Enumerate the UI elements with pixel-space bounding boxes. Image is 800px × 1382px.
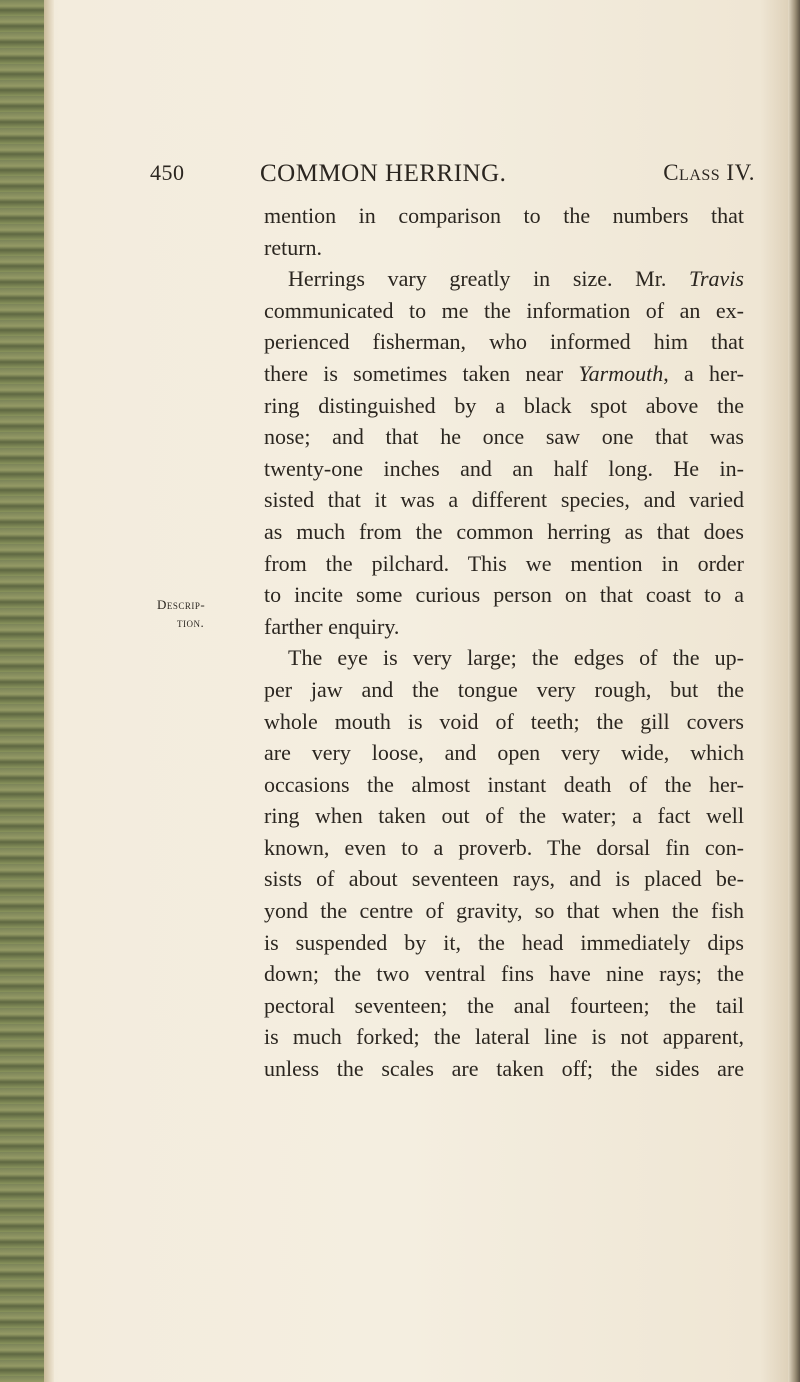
text-line: The eye is very large; the edges of the up- [288,645,744,671]
text-line: per jaw and the tongue very rough, but the [264,676,744,702]
text-line: yond the centre of gravity, so that when the fish [264,898,744,924]
text-line: there is sometimes taken near Yarmouth, a her- [264,360,744,386]
class-label: Class IV. [663,160,755,185]
body-text [264,200,744,1085]
text-line: nose; and that he once saw one that was [264,424,744,450]
text-line: ring when taken out of the water; a fact well [264,803,744,829]
text-line: whole mouth is void of teeth; the gill covers [264,708,744,734]
text-line: sisted that it was a different species, and varied [264,487,744,513]
text-line: pectoral seventeen; the anal fourteen; the tail [264,992,744,1018]
text-line: from the pilchard. This we mention in order [264,550,744,576]
text-line: down; the two ventral fins have nine rays; the [264,961,744,987]
text-line: twenty-one inches and an half long. He in- [264,455,744,481]
margin-note-line: Descrip- [157,597,206,612]
text-line: occasions the almost instant death of the her- [264,771,744,797]
text-line: return. [264,234,323,260]
margin-note [157,596,257,632]
page-number: 450 [150,160,185,185]
text-line: mention in comparison to the numbers that [264,203,744,228]
text-line: is suspended by it, the head immediately dips [264,929,744,955]
text-line: to incite some curious person on that coast to a [264,582,744,608]
text-line: communicated to me the information of an ex- [264,297,744,323]
text-line: sists of about seventeen rays, and is placed be- [264,866,744,892]
text-line: are very loose, and open very wide, which [264,740,744,766]
text-line: perienced fisherman, who informed him that [264,329,744,355]
running-title: COMMON HERRING. [260,160,507,187]
text-line: unless the scales are taken off; the sides are [264,1056,744,1082]
text-line: as much from the common herring as that does [264,518,744,544]
text-line: Herrings vary greatly in size. Mr. Travis [288,266,744,292]
text-line: known, even to a proverb. The dorsal fin con- [264,834,744,860]
book-edge-right [788,0,800,1382]
margin-note-line: tion. [177,615,205,630]
text-line: farther enquiry. [264,613,400,639]
text-line: is much forked; the lateral line is not apparent, [264,1024,744,1050]
running-header [150,160,755,194]
book-binding-left [0,0,44,1382]
page-gutter [44,0,54,1382]
text-line: ring distinguished by a black spot above the [264,392,744,418]
